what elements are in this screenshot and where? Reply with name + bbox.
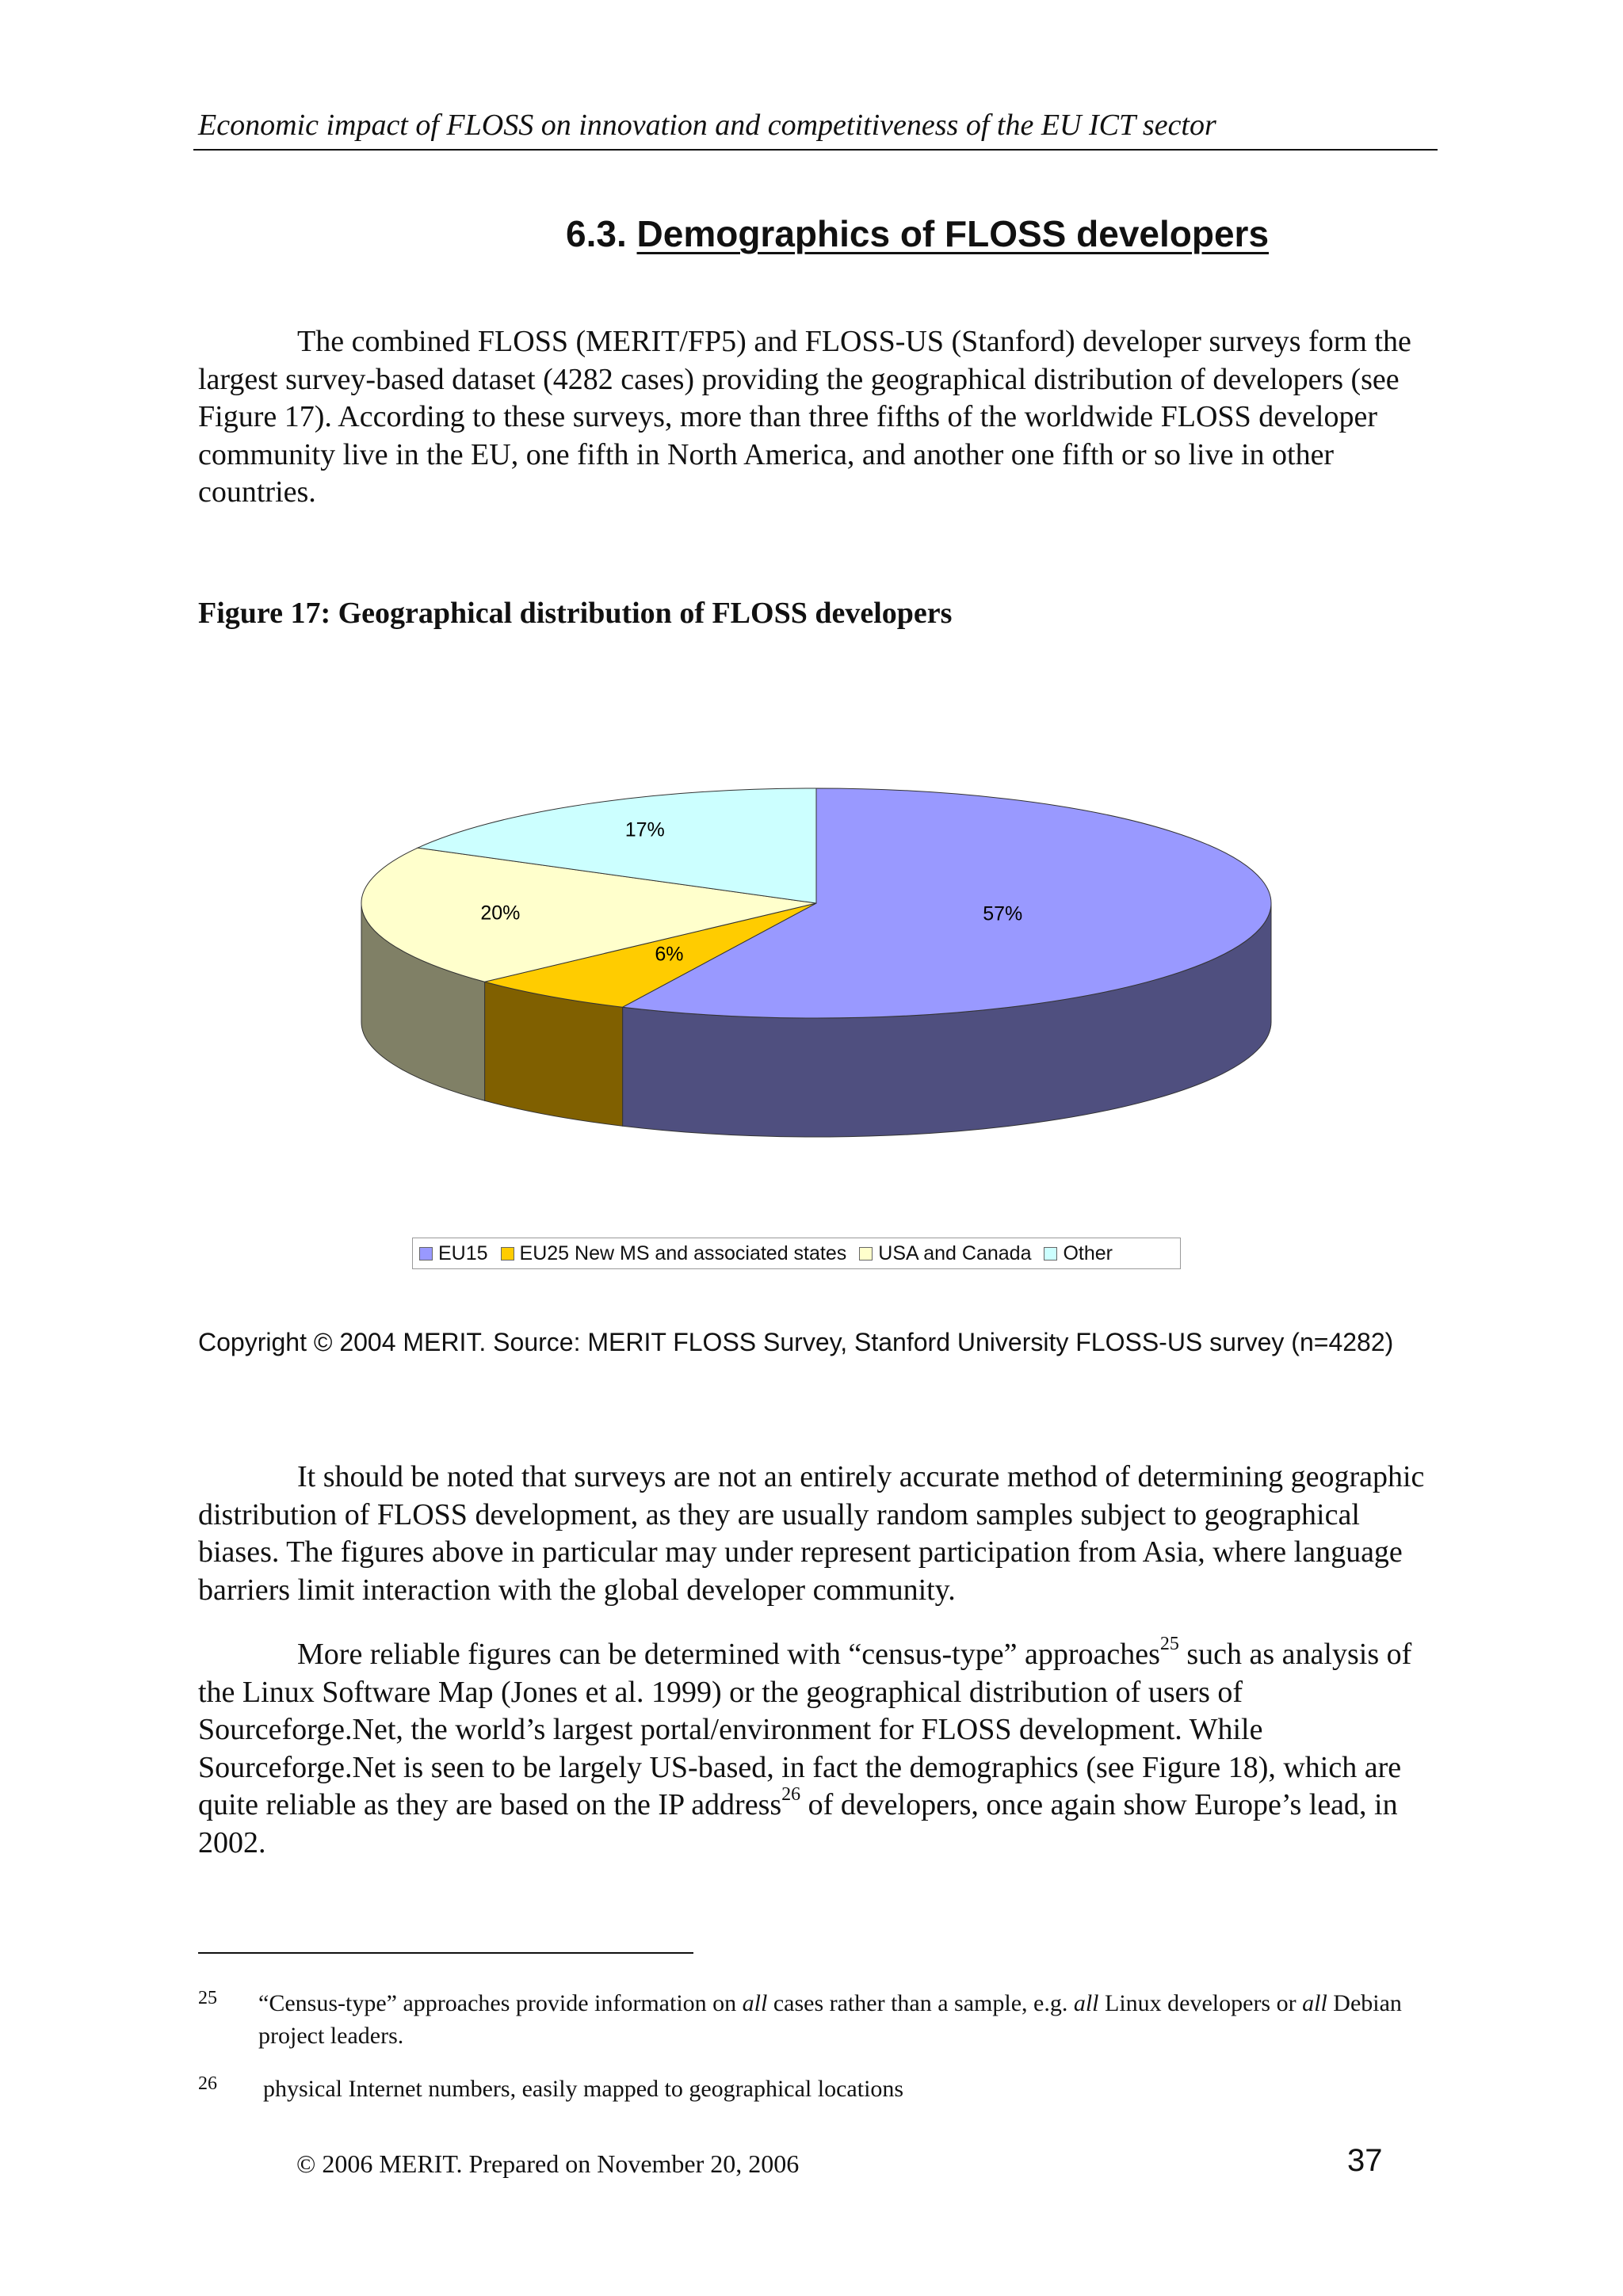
para3-text-3: of developers, once again show Europe’s lead, in 2002. <box>198 1788 1398 1859</box>
running-header: Economic impact of FLOSS on innovation and competitiveness of the EU ICT sector <box>198 109 1216 142</box>
pie-label-other: 17% <box>624 818 665 841</box>
pie-label-eu25-new-ms-and-associated-states: 6% <box>655 943 684 966</box>
pie-label-usa-and-canada: 20% <box>480 902 521 925</box>
legend-label: EU15 <box>438 1241 488 1264</box>
chart-legend <box>412 1238 1181 1269</box>
para3-text-1: More reliable figures can be determined with “census-type” approaches <box>297 1638 1160 1671</box>
figure-caption: Figure 17: Geographical distribution of FLOSS developers <box>198 597 953 630</box>
footnote-text <box>258 1987 1450 2052</box>
figure-source: Copyright © 2004 MERIT. Source: MERIT FLOSS Survey, Stanford University FLOSS-US survey (n=4282) <box>198 1328 1394 1356</box>
footnote-number: 26 <box>198 2073 217 2094</box>
section-heading <box>566 212 1269 255</box>
footnote-text-part: cases rather than a sample, e.g. <box>767 1990 1074 2016</box>
footnote-ref-26[interactable]: 26 <box>781 1784 801 1806</box>
footnote-number: 25 <box>198 1988 217 2008</box>
legend-label: Other <box>1063 1241 1113 1264</box>
footnote-emphasis: all <box>742 1990 768 2016</box>
footnote-ref-25[interactable]: 25 <box>1159 1634 1179 1655</box>
legend-item-eu25-new-ms-and-associated-states <box>501 1242 847 1265</box>
pie-label-eu15: 57% <box>983 902 1023 925</box>
para3-text-2: such as analysis of the Linux Software Map (Jones et al. 1999) or the geographical distribution of users of Sourceforge.Net, the world’s largest portal/environment for FLOSS development. While Sourceforge.Net is seen to be largely US-based, in fact the demographics (see Figure 18), which are quite reliable as they are based on the IP address <box>198 1638 1412 1821</box>
legend-swatch <box>859 1247 873 1261</box>
legend-swatch <box>419 1247 433 1261</box>
header-rule <box>193 149 1438 151</box>
footnote-25 <box>198 1987 1450 2052</box>
footnote-text-part: “Census-type” approaches provide information on <box>258 1990 743 2016</box>
footnote-text-part: Linux developers or <box>1098 1990 1303 2016</box>
legend-swatch <box>501 1247 514 1261</box>
intro-paragraph: The combined FLOSS (MERIT/FP5) and FLOSS-US (Stanford) developer surveys form the largest survey-based dataset (4282 cases) providing the geographical distribution of developers (see Figure 17). According to these surveys, more than three fifths of the worldwide FLOSS developer community live in the EU, one fifth in North America, and another one fifth or so live in other countries. <box>198 325 1411 509</box>
legend-item-eu15 <box>419 1242 488 1265</box>
legend-label: EU25 New MS and associated states <box>519 1241 847 1264</box>
body-paragraph-census <box>198 1636 1442 1862</box>
section-number: 6.3. <box>566 213 627 254</box>
pie-chart <box>349 776 1300 1157</box>
section-title: Demographics of FLOSS developers <box>636 213 1270 254</box>
footnote-emphasis: all <box>1302 1990 1327 2016</box>
footer-copyright: © 2006 MERIT. Prepared on November 20, 2006 <box>296 2149 800 2178</box>
footnote-26 <box>198 2073 1450 2105</box>
footnote-text-part: Debian project leaders. <box>258 1990 1402 2049</box>
legend-label: USA and Canada <box>878 1241 1032 1264</box>
legend-swatch <box>1044 1247 1057 1261</box>
body-paragraph-bias: It should be noted that surveys are not an entirely accurate method of determining geographic distribution of FLOSS development, as they are usually random samples subject to geographical biases. The figures above in particular may under represent participation from Asia, where language barriers limit interaction with the global developer community. <box>198 1460 1425 1607</box>
footnote-separator <box>198 1952 693 1954</box>
footnote-text: physical Internet numbers, easily mapped to geographical locations <box>263 2076 904 2102</box>
legend-item-other <box>1044 1242 1113 1265</box>
legend-item-usa-and-canada <box>859 1242 1031 1265</box>
page-number: 37 <box>1347 2143 1383 2178</box>
footnote-emphasis: all <box>1073 1990 1099 2016</box>
